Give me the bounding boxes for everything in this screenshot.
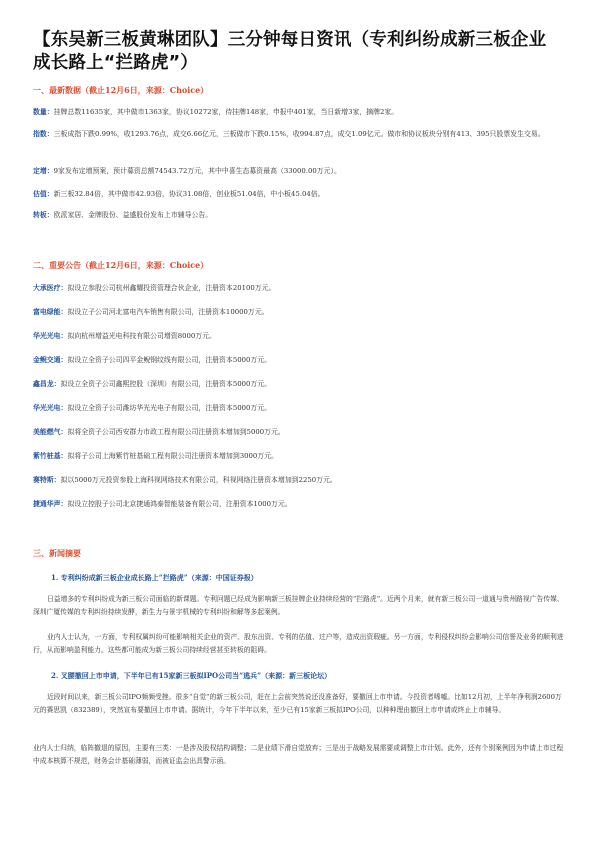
data-row-placement — [33, 166, 565, 178]
announcement-item — [33, 499, 565, 511]
data-row-quantity — [33, 107, 565, 119]
announcement-item — [33, 427, 565, 439]
announcement-item — [33, 307, 565, 319]
announcement-text: 拟将全资子公司西安群力市政工程有限公司注册资本增加到5000万元。 — [67, 428, 285, 436]
announcement-text: 拟设立全资子公司鑫熙控股（深圳）有限公司，注册资本5000万元。 — [60, 380, 272, 388]
page-title: 【东吴新三板黄琳团队】三分钟每日资讯（专利纠纷成新三板企业成长路上“拦路虎”） — [33, 30, 547, 73]
announcement-text: 拟设立全资子公司四平金鲵钢纹线有限公司，注册资本5000万元。 — [67, 356, 272, 364]
company-name: 华光光电： — [33, 404, 68, 412]
announcement-item — [33, 475, 565, 487]
announcement-item — [33, 451, 565, 463]
data-row-text: 9家发布定增预案，预计募资总额74543.72万元，其中中喜生态募资最高（33000.00万元）。 — [53, 167, 341, 175]
data-row-text: 挂牌总数11635家，其中做市1363家，协议10272家，待挂牌148家，申报中401家，当日新增3家，摘牌2家。 — [53, 108, 399, 116]
announcement-text: 拟设立参股公司杭州鑫耀投资管理合伙企业，注册资本20100万元。 — [67, 284, 276, 292]
company-name: 赛特斯： — [33, 476, 61, 484]
announcement-text: 拟以5000万元投资参股上海科视网络技术有限公司，科视网络注册资本增加到2250万元。 — [60, 476, 337, 484]
company-name: 紫竹桩基： — [33, 452, 68, 460]
data-row-valuation — [33, 189, 565, 201]
news-headline: 2. 叉腰撤回上市申请，下半年已有15家新三板拟IPO公司当“逃兵”（来源：新三板论坛） — [51, 671, 332, 680]
announcement-text: 拟设立控股子公司北京捷通鸿泰智能装备有限公司，注册资本1000万元。 — [67, 500, 292, 508]
company-name: 金鲵交通： — [33, 356, 68, 364]
data-row-board-transfer — [33, 210, 565, 222]
data-row-label: 指数： — [33, 130, 54, 138]
news-paragraph: 业内人士认为，一方面，专利权属纠纷可能影响相关企业的资产、股东出资、专利的估值、过户等，造成出资瑕疵。另一方面，专利侵权纠纷会影响公司信誉及业务的顺利进行，从而影响盈利能力。这些都可能成为新三板公司持续经营甚至转板的阻碍。 — [33, 633, 564, 654]
news-paragraph: 近段时间以来，新三板公司IPO频频受挫。很多“自觉”的新三板公司，赶在上会前突然说还没准备好，要撤回上市申请。今投资者唏嘘。比如12月初，上半年净利润2600万元的赛思凯（832389），突然宣布要撤回上市申请。据统计，今年下半年以来，至少已有15家新三板拟IPO公司，以种种理由撤回上市申请或终止上市辅导。 — [33, 693, 562, 714]
data-row-text: 新三板32.84倍，其中做市42.93倍，协议31.08倍，创业板51.04倍，中小板45.04倍。 — [53, 190, 325, 198]
announcement-item — [33, 283, 565, 295]
data-row-label: 定增： — [33, 167, 54, 175]
news-note: 业内人士归纳，临阵撤退的原因，主要有三类：一是涉及股权结构调整；二是业绩下滑自觉放弃；三是出于战略发展需要或调整上市计划。此外，还有个别案例因为申请上市过程中成本核算不规范，财务会计基础薄弱，而被证监会出具警示函。 — [33, 744, 564, 765]
announcement-item — [33, 331, 565, 343]
announcement-item — [33, 403, 565, 415]
announcement-text: 拟向杭州增益光电科技有限公司增资8000万元。 — [67, 332, 216, 340]
data-row-label: 转板： — [33, 211, 54, 219]
company-name: 大承医疗： — [33, 284, 68, 292]
announcement-item — [33, 355, 565, 367]
data-row-label: 数量： — [33, 108, 54, 116]
announcement-text: 拟设立全资子公司潍坊华光光电子有限公司，注册资本5000万元。 — [67, 404, 272, 412]
data-row-text: 三板成指下跌0.99%，收1293.76点，成交6.66亿元，三板做市下跌0.15%，收994.87点，成交1.09亿元。做市和协议板块分别有413、395只股票发生交易。 — [53, 130, 545, 138]
news-headline: 1. 专利纠纷成新三板企业成长路上“拦路虎”（来源：中国证券报） — [51, 573, 258, 582]
company-name: 华光光电： — [33, 332, 68, 340]
announcement-text: 拟将子公司上海紫竹桩基础工程有限公司注册资本增加到3000万元。 — [67, 452, 278, 460]
data-row-index — [33, 129, 565, 141]
news-paragraph: 日益增多的专利纠纷成为新三板公司面临的新课题。专利问题已经成为影响新三板挂牌企业持续经营的“拦路虎”。近两个月来，就有新三板公司一道通与贵州路视广告传媒、深圳广厦传媒的专利纠纷持续发酵，新生力与景宇机械的专利纠纷和解等多起案例。 — [33, 595, 564, 616]
data-row-label: 估值： — [33, 190, 54, 198]
company-name: 美能燃气： — [33, 428, 68, 436]
company-name: 富电绿能： — [33, 308, 68, 316]
section-heading-latest-data: 一、最新数据（截止12月6日，来源：Choice） — [33, 85, 209, 95]
announcement-text: 拟设立子公司河北富电汽车销售有限公司，注册资本10000万元。 — [67, 308, 269, 316]
company-name: 鑫昌龙： — [33, 380, 61, 388]
company-name: 捷通华声： — [33, 500, 68, 508]
data-row-text: 欧派家居、金牌股份、益盛股份发布上市辅导公告。 — [53, 211, 213, 219]
announcement-item — [33, 379, 565, 391]
section-heading-news: 三、新闻摘要 — [33, 548, 81, 558]
section-heading-announcements: 二、重要公告（截止12月6日，来源：Choice） — [33, 260, 209, 270]
